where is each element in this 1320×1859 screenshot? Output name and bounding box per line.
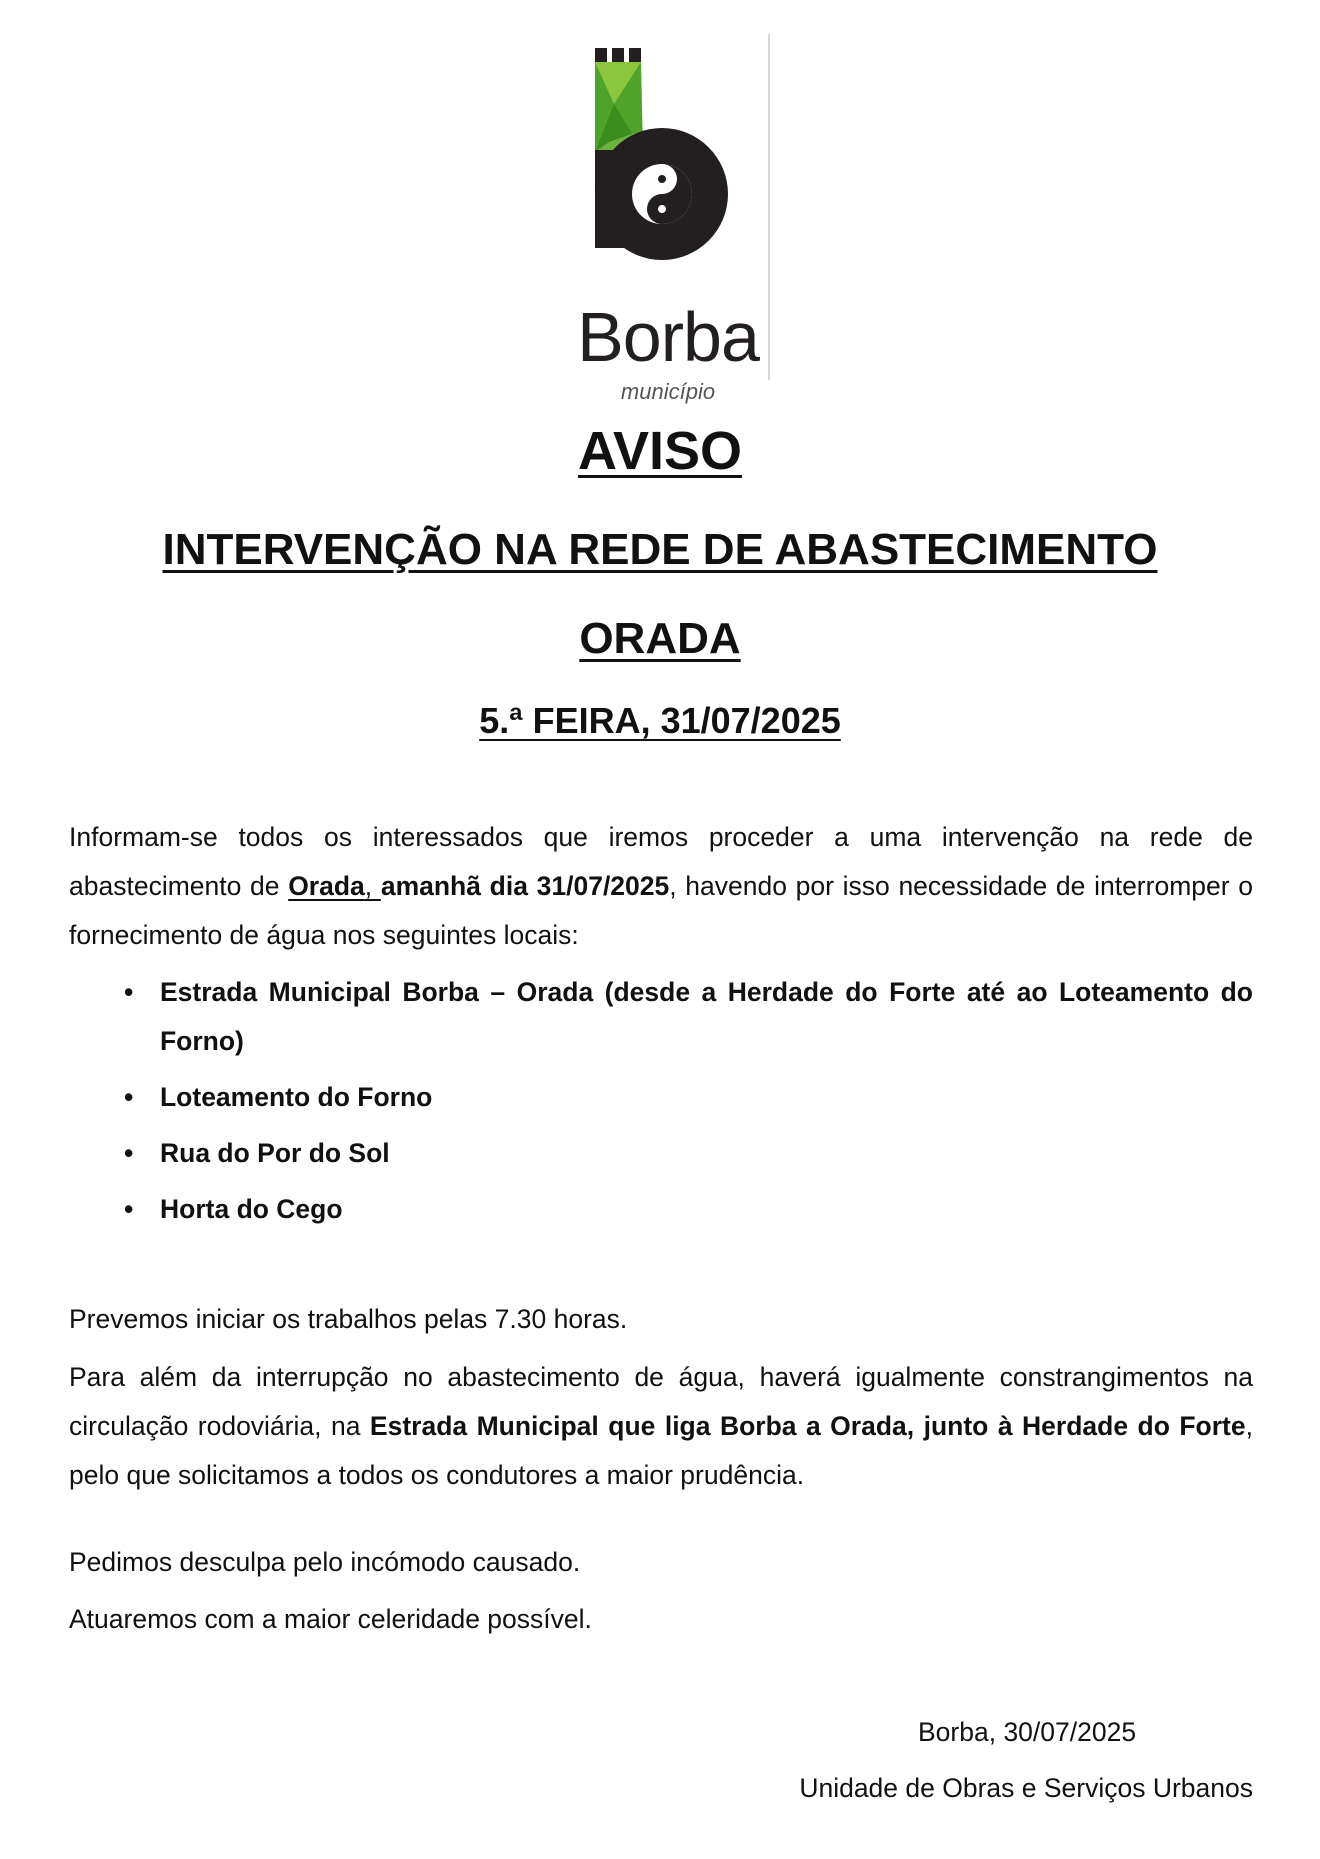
traffic-text-2: , pelo que solicitamos a todos os condutores a maior prudência. bbox=[69, 1411, 1253, 1490]
locations-list bbox=[69, 968, 1253, 1234]
start-paragraph: Prevemos iniciar os trabalhos pelas 7.30 horas. bbox=[69, 1304, 628, 1334]
logo-wordmark: Borba bbox=[577, 298, 759, 376]
subject-title: INTERVENÇÃO NA REDE DE ABASTECIMENTO bbox=[162, 525, 1158, 574]
traffic-paragraph bbox=[69, 1353, 1253, 1500]
traffic-text-1: Para além da interrupção no abastecimento de água, haverá igualmente constrangimentos na circulação rodoviária, na bbox=[69, 1362, 1253, 1441]
speed-paragraph: Atuaremos com a maior celeridade possível. bbox=[69, 1604, 592, 1634]
list-item: • Estrada Municipal Borba – Orada (desde a Herdade do Forte até ao Loteamento do Forno) bbox=[69, 968, 1253, 1066]
traffic-road: Estrada Municipal que liga Borba a Orada, junto à Herdade do Forte bbox=[369, 1411, 1246, 1441]
apology-paragraph: Pedimos desculpa pelo incómodo causado. bbox=[69, 1547, 581, 1577]
place-title: ORADA bbox=[579, 614, 741, 663]
borba-logo bbox=[554, 34, 770, 404]
intro-paragraph bbox=[69, 813, 1253, 960]
signature-place-date: Borba, 30/07/2025 bbox=[918, 1717, 1137, 1747]
intro-text-2: , havendo por isso necessidade de interromper o fornecimento de água nos seguintes locais: bbox=[69, 871, 1253, 950]
notice-title: AVISO bbox=[577, 421, 743, 481]
intro-date: amanhã dia 31/07/2025 bbox=[380, 871, 670, 901]
logo-subtitle: município bbox=[620, 379, 716, 404]
intro-text-1: Informam-se todos os interessados que iremos proceder a uma intervenção na rede de abastecimento de bbox=[69, 822, 1253, 901]
intro-place: Orada bbox=[288, 871, 365, 901]
intro-comma: , bbox=[364, 871, 381, 901]
list-item: • Rua do Por do Sol bbox=[69, 1129, 1253, 1178]
list-item: • Loteamento do Forno bbox=[69, 1073, 1253, 1122]
date-title: 5.ª FEIRA, 31/07/2025 bbox=[479, 700, 841, 741]
list-item: • Horta do Cego bbox=[69, 1185, 1253, 1234]
signature-unit: Unidade de Obras e Serviços Urbanos bbox=[799, 1773, 1253, 1803]
